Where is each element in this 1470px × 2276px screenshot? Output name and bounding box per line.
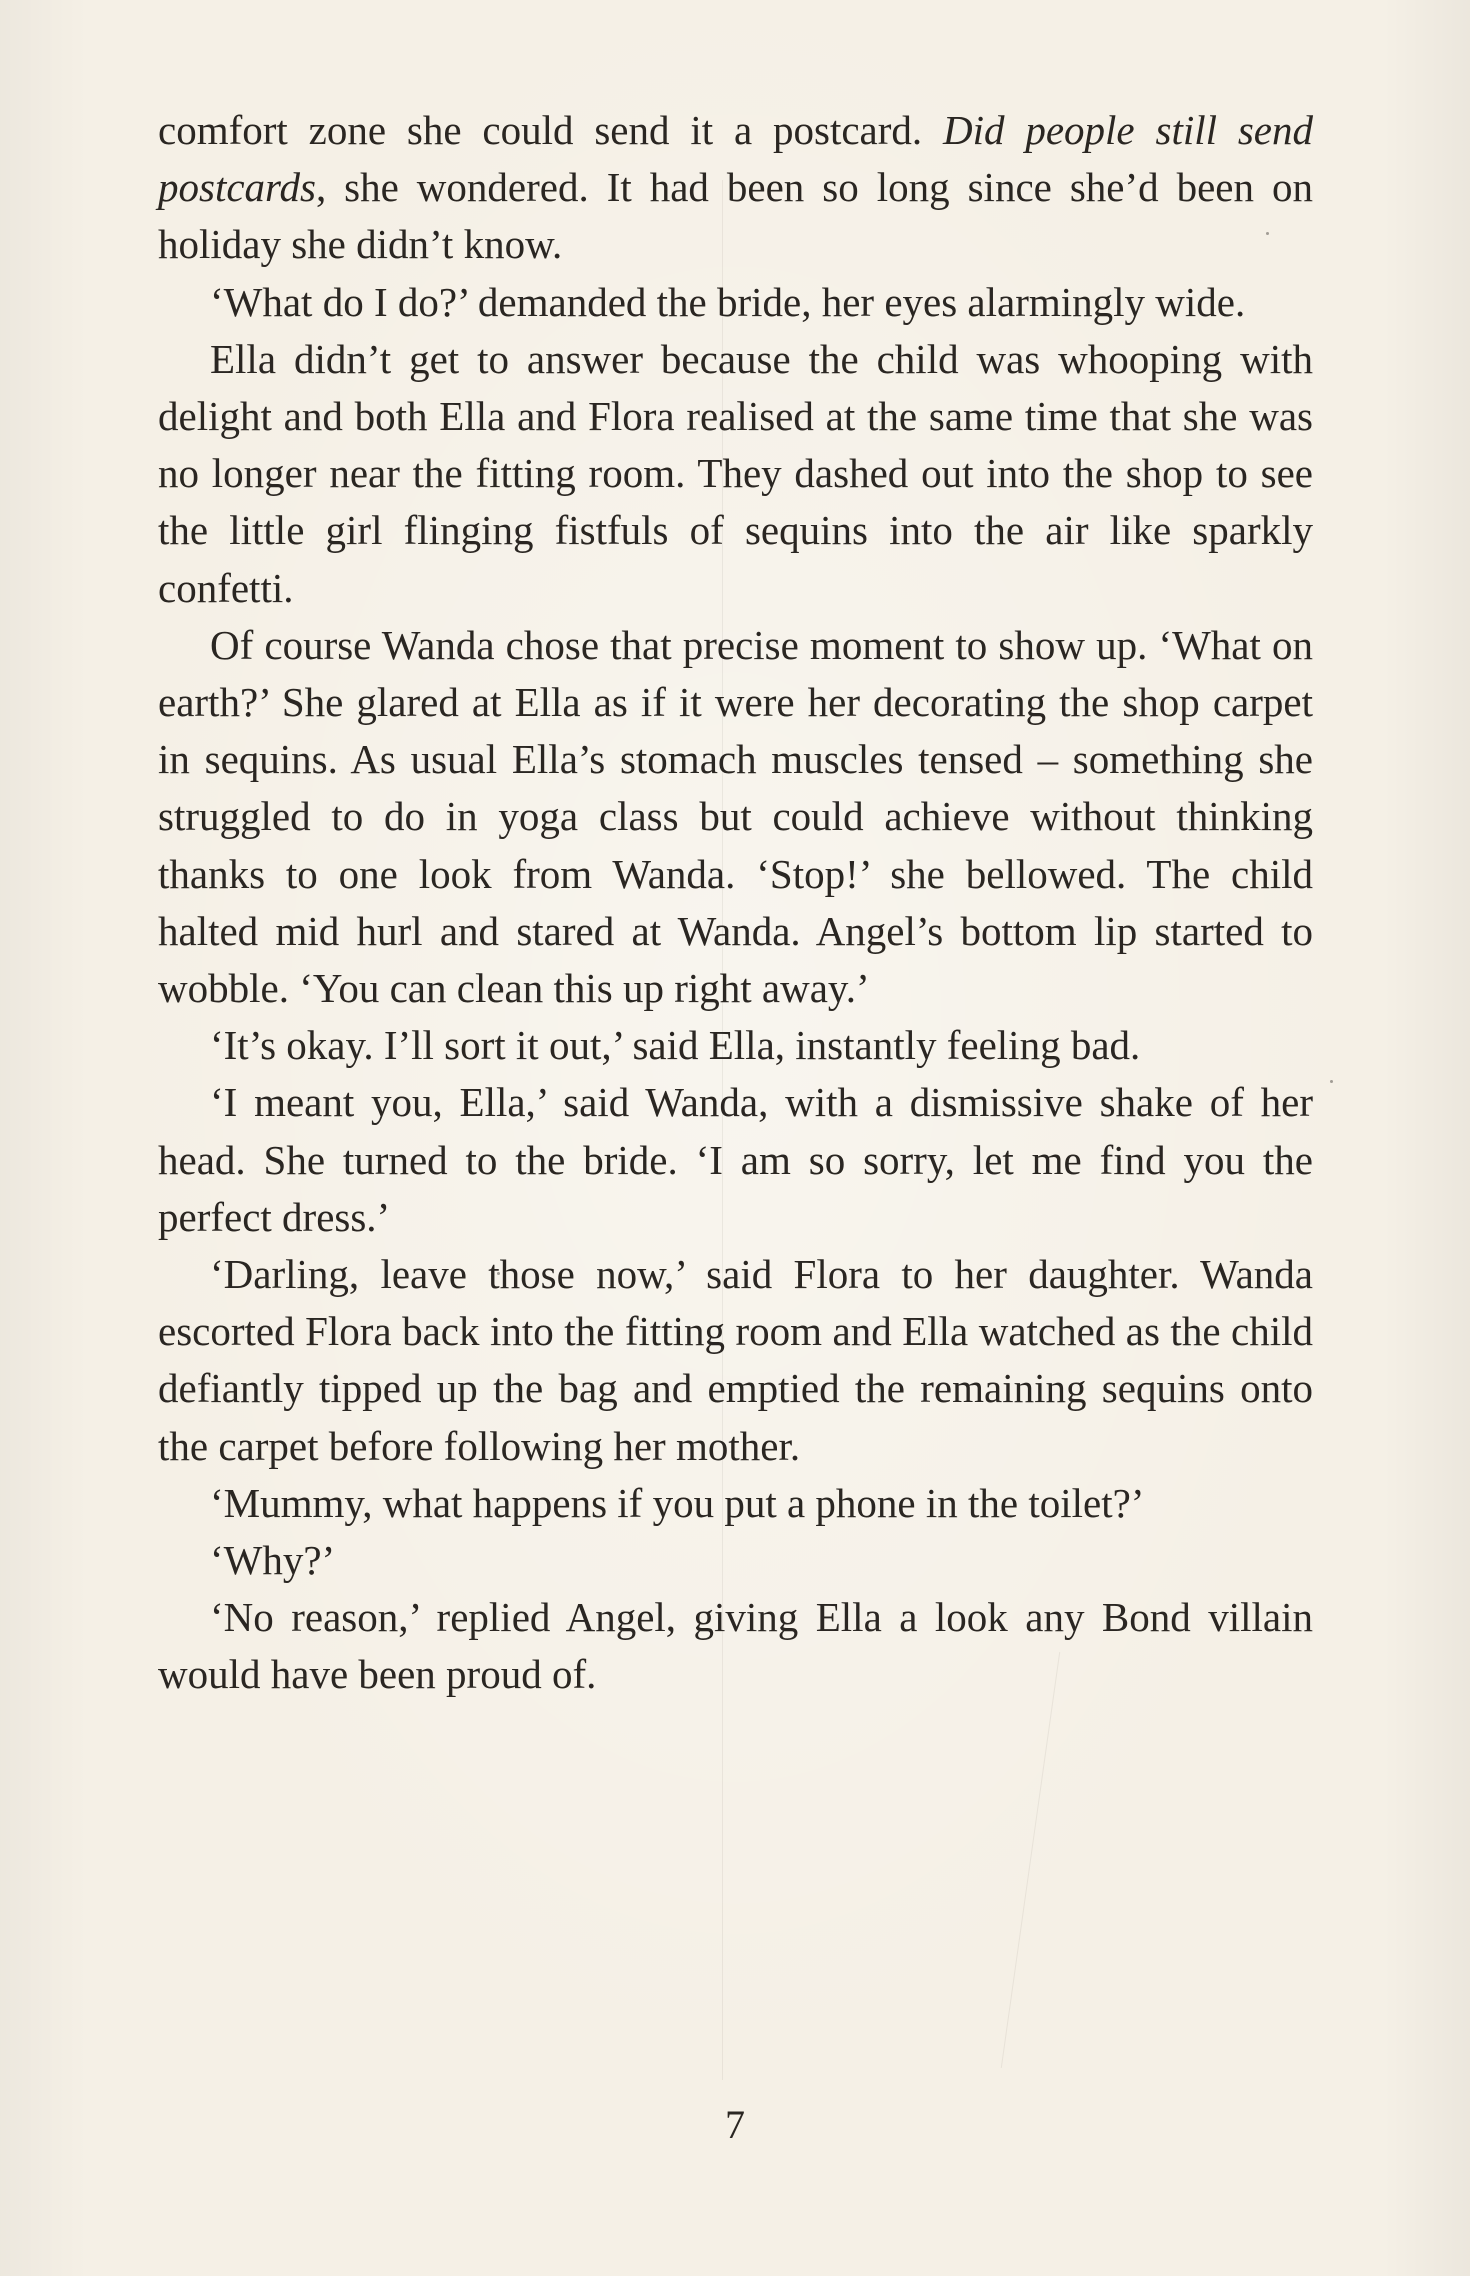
paragraph — [158, 1532, 1313, 1589]
body-text — [158, 102, 1313, 1704]
paragraph — [158, 1475, 1313, 1532]
paragraph — [158, 1074, 1313, 1246]
paragraph — [158, 274, 1313, 331]
italic-phrase: Did people still send postcards — [158, 107, 1314, 211]
text-run: comfort zone she could send it a postcard. — [158, 107, 943, 153]
page-crease — [1001, 1652, 1060, 2068]
paragraph — [158, 331, 1313, 617]
paper-speck — [1330, 1080, 1333, 1083]
text-run: ‘Why?’ — [210, 1537, 336, 1584]
text-run: ‘It’s okay. I’ll sort it out,’ said Ella, instantly feeling bad. — [210, 1022, 1141, 1069]
paragraph — [158, 102, 1313, 274]
text-run: Of course Wanda chose that precise moment to show up. ‘What on earth?’ She glared at Ella as if it were her decorating the shop carpet in sequins. As usual Ella’s stomach muscles tensed – something she struggled to do in yoga class but could achieve without thinking thanks to one look from Wanda. ‘Stop!’ she bellowed. The child halted mid hurl and stared at Wanda. Angel’s bottom lip started to wobble. ‘You can clean this up right away.’ — [158, 621, 1313, 1012]
paragraph — [158, 1246, 1313, 1475]
text-run: ‘Darling, leave those now,’ said Flora to her daughter. Wanda escorted Flora back into the fitting room and Ella watched as the child defiantly tipped up the bag and emptied the remaining sequins onto the carpet before following her mother. — [158, 1251, 1313, 1469]
text-run: Ella didn’t get to answer because the child was whooping with delight and both Ella and Flora realised at the same time that she was no longer near the fitting room. They dashed out into the shop to see the little girl flinging fistfuls of sequins into the air like sparkly confetti. — [158, 335, 1313, 611]
text-run: , she wondered. It had been so long since she’d been on holiday she didn’t know. — [158, 164, 1313, 268]
text-run: ‘Mummy, what happens if you put a phone in the toilet?’ — [210, 1479, 1145, 1526]
text-run: ‘No reason,’ replied Angel, giving Ella a look any Bond villain would have been proud of. — [158, 1594, 1313, 1698]
page-number: 7 — [725, 2102, 745, 2147]
paragraph — [158, 1017, 1313, 1074]
paragraph — [158, 617, 1313, 1017]
text-run: ‘I meant you, Ella,’ said Wanda, with a dismissive shake of her head. She turned to the bride. ‘I am so sorry, let me find you the perfect dress.’ — [158, 1079, 1313, 1240]
text-run: ‘What do I do?’ demanded the bride, her eyes alarmingly wide. — [210, 278, 1246, 325]
paragraph — [158, 1589, 1313, 1703]
